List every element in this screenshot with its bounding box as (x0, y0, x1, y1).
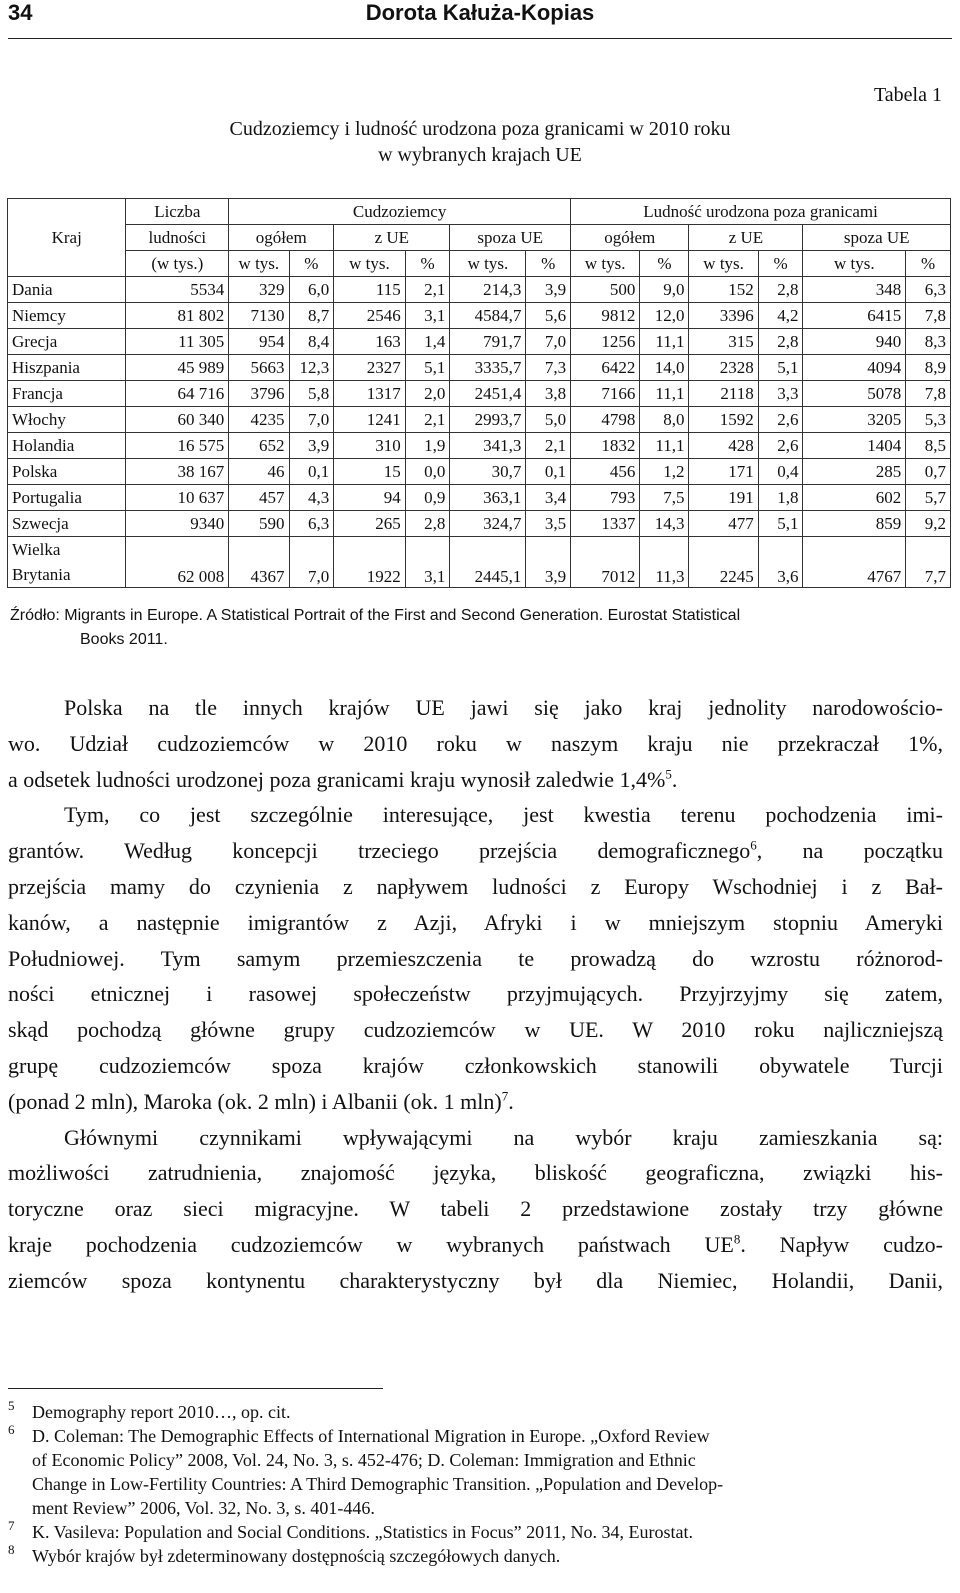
table-cell: 6,0 (289, 277, 334, 303)
table-cell: 3,1 (405, 303, 450, 329)
table-cell: 1404 (803, 433, 906, 459)
table-cell: 0,1 (526, 459, 571, 485)
header-sub: ogółem (571, 225, 689, 251)
body-text-span: grantów. Według koncepcji trzeciego przejścia demograficznego (8, 838, 751, 864)
table-cell: 3,9 (526, 537, 571, 588)
header-sub: spoza UE (450, 225, 571, 251)
footnote-number: 7 (8, 1518, 15, 1533)
body-line (8, 833, 943, 869)
cell-country: Dania (8, 277, 126, 303)
table-cell: 6415 (803, 303, 906, 329)
table-cell: 5,3 (906, 407, 951, 433)
body-line: toryczne oraz sieci migracyjne. W tabeli 2 przedstawione zostały trzy główne (8, 1196, 943, 1222)
table-cell: 8,4 (289, 329, 334, 355)
footnote-ref: 6 (750, 837, 757, 853)
table-cell: 3396 (689, 303, 758, 329)
table-cell: 14,3 (640, 511, 689, 537)
table-cell: 4,3 (289, 485, 334, 511)
table-cell: 7,8 (906, 303, 951, 329)
table-cell: 5,1 (758, 511, 803, 537)
table-cell: 46 (229, 459, 289, 485)
header-unit: % (526, 251, 571, 277)
table-row (8, 303, 951, 329)
table-cell: 7,0 (526, 329, 571, 355)
table-cell: 3,4 (526, 485, 571, 511)
table-title-line2: w wybranych krajach UE (378, 144, 582, 166)
table-cell: 2,1 (405, 407, 450, 433)
table-cell: 2,8 (405, 511, 450, 537)
table-cell: 2,6 (758, 407, 803, 433)
table-cell: 428 (689, 433, 758, 459)
cell-country: Francja (8, 381, 126, 407)
table-cell: 2,6 (758, 433, 803, 459)
running-author: Dorota Kałuża-Kopias (365, 0, 595, 25)
table-cell: 5,6 (526, 303, 571, 329)
source-line1: Źródło: Migrants in Europe. A Statistical Portrait of the First and Second Generation. Eurostat Statistical (10, 607, 741, 624)
table-cell: 6,3 (906, 277, 951, 303)
body-text-span: . Napływ cudzo- (740, 1231, 943, 1257)
data-table (7, 198, 951, 588)
table-cell: 1,4 (405, 329, 450, 355)
header-unit: w tys. (803, 251, 906, 277)
table-cell: 500 (571, 277, 640, 303)
table-cell: 5,1 (758, 355, 803, 381)
header-population-3: (w tys.) (126, 251, 229, 277)
table-cell: 348 (803, 277, 906, 303)
body-text-span: kraje pochodzenia cudzoziemców w wybranych państwach UE (8, 1231, 734, 1257)
table-cell: 2328 (689, 355, 758, 381)
body-line (8, 1227, 943, 1263)
table-row (8, 329, 951, 355)
table-cell: 1,2 (640, 459, 689, 485)
cell-country: Portugalia (8, 485, 126, 511)
table-cell: 1,9 (405, 433, 450, 459)
table-cell: 7,0 (289, 407, 334, 433)
footnote-number: 8 (8, 1542, 15, 1557)
table-cell: 7,7 (906, 537, 951, 588)
table-cell: 0,9 (405, 485, 450, 511)
table-row (8, 537, 951, 588)
footnote-line: of Economic Policy” 2008, Vol. 24, No. 3, s. 452-476; D. Coleman: Immigration and Ethnic (32, 1450, 696, 1470)
table-cell: 1922 (334, 537, 406, 588)
table-cell: 2,8 (758, 277, 803, 303)
body-line: Tym, co jest szczególnie interesujące, jest kwestia terenu pochodzenia imi- (64, 802, 943, 828)
table-cell: 5,8 (289, 381, 334, 407)
table-cell: 11,1 (640, 433, 689, 459)
table-cell: 363,1 (450, 485, 526, 511)
footnote-ref: 8 (733, 1231, 741, 1247)
table-cell: 1337 (571, 511, 640, 537)
table-cell: 7130 (229, 303, 289, 329)
source-line2: Books 2011. (80, 631, 168, 648)
table-cell: 265 (334, 511, 406, 537)
page-number: 34 (8, 0, 33, 25)
body-line: możliwości zatrudnienia, znajomość języka, bliskość geograficzna, związki his- (8, 1160, 943, 1186)
table-cell: 9,2 (906, 511, 951, 537)
table-cell: 793 (571, 485, 640, 511)
table-cell: 3,6 (758, 537, 803, 588)
body-line: grupę cudzoziemców spoza krajów członkowskich stanowili obywatele Turcji (8, 1052, 943, 1078)
cell-country: Hiszpania (8, 355, 126, 381)
table-cell: 4,2 (758, 303, 803, 329)
table-cell: 5,0 (526, 407, 571, 433)
table-cell: 2993,7 (450, 407, 526, 433)
header-rule (8, 38, 952, 39)
cell-country: Holandia (8, 433, 126, 459)
header-population-1: Liczba (126, 199, 229, 225)
table-cell: 341,3 (450, 433, 526, 459)
table-cell: 9,0 (640, 277, 689, 303)
table-cell: 14,0 (640, 355, 689, 381)
table-cell: 45 989 (126, 355, 229, 381)
table-title (0, 116, 960, 168)
body-text-span: . (508, 1088, 514, 1114)
table-cell: 10 637 (126, 485, 229, 511)
table-cell: 1241 (334, 407, 406, 433)
table-cell: 64 716 (126, 381, 229, 407)
body-text (8, 690, 943, 1299)
body-text-span: . (671, 766, 678, 792)
table-cell: 4767 (803, 537, 906, 588)
table-cell: 16 575 (126, 433, 229, 459)
table-row (8, 277, 951, 303)
header-unit: % (758, 251, 803, 277)
table-cell: 3335,7 (450, 355, 526, 381)
header-country: Kraj (8, 199, 126, 277)
header-unit: % (640, 251, 689, 277)
body-text-span: , na początku (756, 838, 943, 864)
table-cell: 7012 (571, 537, 640, 588)
table-cell: 2327 (334, 355, 406, 381)
table-cell: 6422 (571, 355, 640, 381)
table-cell: 4235 (229, 407, 289, 433)
table-cell: 329 (229, 277, 289, 303)
table-cell: 791,7 (450, 329, 526, 355)
table-title-line1: Cudzoziemcy i ludność urodzona poza granicami w 2010 roku (229, 118, 731, 140)
body-line: ności etnicznej i rasowej społeczeństw przyjmujących. Przyjrzyjmy się zatem, (8, 981, 943, 1007)
table-cell: 3,5 (526, 511, 571, 537)
table-row (8, 459, 951, 485)
footnote-line: K. Vasileva: Population and Social Conditions. „Statistics in Focus” 2011, No. 34, Eurostat. (32, 1522, 693, 1542)
header-unit: w tys. (334, 251, 406, 277)
body-text-span: a odsetek ludności urodzonej poza granicami kraju wynosił zaledwie 1,4% (8, 766, 666, 792)
table-cell: 7,5 (640, 485, 689, 511)
table-cell: 3205 (803, 407, 906, 433)
footnote-number: 5 (8, 1398, 15, 1413)
table-cell: 9812 (571, 303, 640, 329)
header-sub: ogółem (229, 225, 334, 251)
country-name-line1: Wielka (12, 540, 61, 559)
table-cell: 3,1 (405, 537, 450, 588)
table-cell: 115 (334, 277, 406, 303)
table-cell: 315 (689, 329, 758, 355)
header-unit: w tys. (229, 251, 289, 277)
table-cell: 8,9 (906, 355, 951, 381)
header-unit: w tys. (571, 251, 640, 277)
footnote (8, 1424, 943, 1520)
table-cell: 4798 (571, 407, 640, 433)
footnote (8, 1520, 943, 1544)
table-cell: 5,1 (405, 355, 450, 381)
table-cell: 191 (689, 485, 758, 511)
footnote-line: ment Review” 2006, Vol. 32, No. 3, s. 401-446. (32, 1498, 375, 1518)
table-cell: 38 167 (126, 459, 229, 485)
table-cell: 6,3 (289, 511, 334, 537)
table-cell: 7,3 (526, 355, 571, 381)
table-cell: 1317 (334, 381, 406, 407)
header-foreign-born: Ludność urodzona poza granicami (571, 199, 951, 225)
table-cell: 7166 (571, 381, 640, 407)
table-cell: 3,8 (526, 381, 571, 407)
table-cell: 0,4 (758, 459, 803, 485)
footnote (8, 1544, 943, 1568)
table-cell: 3,9 (289, 433, 334, 459)
table-row (8, 433, 951, 459)
body-line: Polska na tle innych krajów UE jawi się jako kraj jednolity narodowościo- (64, 695, 943, 720)
body-line: skąd pochodzą główne grupy cudzoziemców w UE. W 2010 roku najliczniejszą (8, 1017, 943, 1043)
country-name-line2: Brytania (12, 565, 71, 584)
table-row (8, 511, 951, 537)
table-cell: 457 (229, 485, 289, 511)
body-line: wo. Udział cudzoziemców w 2010 roku w naszym kraju nie przekraczał 1%, (8, 730, 943, 756)
cell-country: Szwecja (8, 511, 126, 537)
body-line: Południowej. Tym samym przemieszczenia te prowadzą do wzrostu różnorod- (8, 945, 943, 971)
table-cell: 94 (334, 485, 406, 511)
table-cell: 2451,4 (450, 381, 526, 407)
table-cell: 0,7 (906, 459, 951, 485)
table-cell: 310 (334, 433, 406, 459)
table-cell: 477 (689, 511, 758, 537)
table-cell: 859 (803, 511, 906, 537)
table-cell: 2445,1 (450, 537, 526, 588)
cell-country: Polska (8, 459, 126, 485)
table-cell: 5663 (229, 355, 289, 381)
table-cell: 12,0 (640, 303, 689, 329)
body-line (8, 1084, 943, 1120)
table-cell: 7,0 (289, 537, 334, 588)
table-cell: 163 (334, 329, 406, 355)
footnote-line: Wybór krajów był zdeterminowany dostępnością szczegółowych danych. (32, 1546, 561, 1566)
table-cell: 0,0 (405, 459, 450, 485)
footnote-line: D. Coleman: The Demographic Effects of International Migration in Europe. „Oxford Review (32, 1426, 710, 1446)
table-cell: 4584,7 (450, 303, 526, 329)
table-cell: 1592 (689, 407, 758, 433)
table-cell: 1832 (571, 433, 640, 459)
cell-country: Niemcy (8, 303, 126, 329)
table-cell: 7,8 (906, 381, 951, 407)
table-cell: 11 305 (126, 329, 229, 355)
table-cell: 285 (803, 459, 906, 485)
body-line: przejścia mamy do czynienia z napływem ludności z Europy Wschodniej i z Bał- (8, 873, 943, 899)
table-row (8, 355, 951, 381)
cell-country: Grecja (8, 329, 126, 355)
table-cell: 2,1 (526, 433, 571, 459)
body-line: ziemców spoza kontynentu charakterystyczny był dla Niemiec, Holandii, Danii, (8, 1267, 943, 1293)
table-cell: 2245 (689, 537, 758, 588)
header-unit: % (289, 251, 334, 277)
table-cell: 8,7 (289, 303, 334, 329)
header-unit: w tys. (689, 251, 758, 277)
table-row (8, 381, 951, 407)
table-cell: 0,1 (289, 459, 334, 485)
header-unit: % (405, 251, 450, 277)
table-cell: 12,3 (289, 355, 334, 381)
table-cell: 2546 (334, 303, 406, 329)
cell-country (8, 537, 126, 588)
footnote-line: Demography report 2010…, op. cit. (32, 1402, 291, 1422)
table-cell: 30,7 (450, 459, 526, 485)
table-cell: 652 (229, 433, 289, 459)
header-sub: z UE (334, 225, 450, 251)
table-cell: 940 (803, 329, 906, 355)
table-cell: 2,8 (758, 329, 803, 355)
table-cell: 81 802 (126, 303, 229, 329)
body-line (8, 762, 943, 798)
header-unit: w tys. (450, 251, 526, 277)
table-source (10, 604, 945, 652)
footnote-number: 6 (8, 1422, 15, 1437)
table-row (8, 485, 951, 511)
table-cell: 152 (689, 277, 758, 303)
header-sub: z UE (689, 225, 803, 251)
table-row (8, 407, 951, 433)
header-population-2: ludności (126, 225, 229, 251)
table-cell: 1,8 (758, 485, 803, 511)
table-cell: 11,3 (640, 537, 689, 588)
table-cell: 171 (689, 459, 758, 485)
footnotes (8, 1400, 943, 1568)
table-cell: 8,3 (906, 329, 951, 355)
table-cell: 954 (229, 329, 289, 355)
table-cell: 62 008 (126, 537, 229, 588)
table-cell: 11,1 (640, 329, 689, 355)
table-cell: 590 (229, 511, 289, 537)
table-cell: 60 340 (126, 407, 229, 433)
body-line: Głównymi czynnikami wpływającymi na wybór kraju zamieszkania są: (64, 1124, 943, 1150)
table-cell: 4094 (803, 355, 906, 381)
table-cell: 5,7 (906, 485, 951, 511)
table-cell: 3796 (229, 381, 289, 407)
table-cell: 214,3 (450, 277, 526, 303)
footnote-rule (8, 1388, 383, 1389)
table-cell: 2,0 (405, 381, 450, 407)
table-cell: 8,0 (640, 407, 689, 433)
table-cell: 602 (803, 485, 906, 511)
header-sub: spoza UE (803, 225, 951, 251)
footnote-ref: 7 (501, 1088, 509, 1104)
table-cell: 8,5 (906, 433, 951, 459)
table-cell: 324,7 (450, 511, 526, 537)
table-cell: 1256 (571, 329, 640, 355)
table-cell: 5078 (803, 381, 906, 407)
body-line: kanów, a następnie imigrantów z Azji, Afryki i w mniejszym stopniu Ameryki (8, 909, 943, 935)
table-label: Tabela 1 (873, 84, 942, 106)
table-cell: 15 (334, 459, 406, 485)
table-cell: 9340 (126, 511, 229, 537)
cell-country: Włochy (8, 407, 126, 433)
table-cell: 4367 (229, 537, 289, 588)
footnote-line: Change in Low-Fertility Countries: A Third Demographic Transition. „Population and Develop- (32, 1474, 724, 1494)
running-header (0, 0, 960, 40)
table-cell: 3,9 (526, 277, 571, 303)
table-cell: 5534 (126, 277, 229, 303)
table-cell: 2118 (689, 381, 758, 407)
table-cell: 2,1 (405, 277, 450, 303)
footnote-ref: 5 (665, 766, 672, 782)
header-unit: % (906, 251, 951, 277)
table-cell: 456 (571, 459, 640, 485)
table-cell: 11,1 (640, 381, 689, 407)
table-cell: 3,3 (758, 381, 803, 407)
header-foreigners: Cudzoziemcy (229, 199, 571, 225)
footnote (8, 1400, 943, 1424)
body-text-span: (ponad 2 mln), Maroka (ok. 2 mln) i Albanii (ok. 1 mln) (8, 1088, 502, 1114)
